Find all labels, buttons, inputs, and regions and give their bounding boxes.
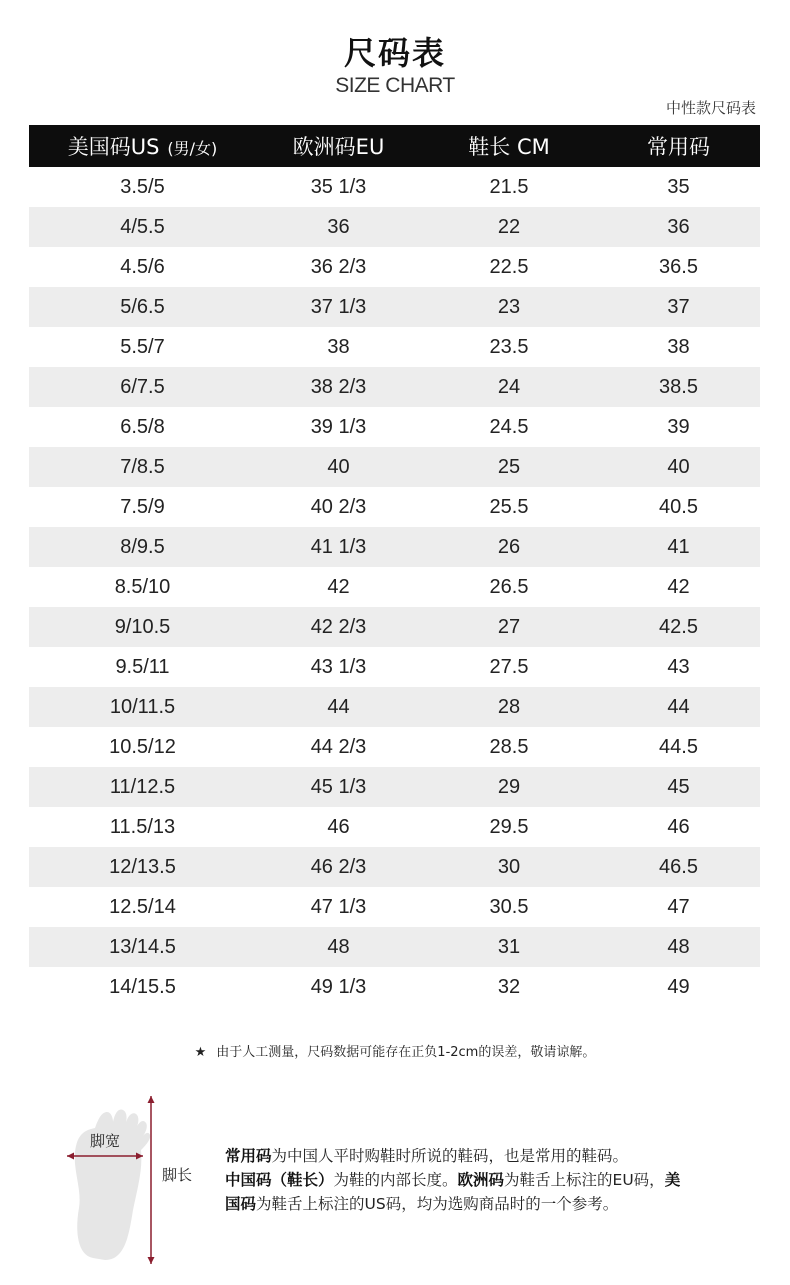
table-row [29, 247, 760, 287]
table-row [29, 647, 760, 687]
cell-common: 40.5 [659, 495, 698, 518]
cell-common: 49 [667, 975, 690, 998]
cell-us: 14/15.5 [109, 975, 176, 998]
cell-eu: 39 1/3 [310, 415, 367, 438]
cell-cm: 32 [497, 975, 521, 998]
cell-cm: 31 [421, 927, 597, 967]
cell-eu: 44 [256, 687, 421, 727]
cell-us: 7.5/9 [120, 495, 165, 518]
page-subtitle: SIZE CHART [335, 74, 455, 97]
cell-eu: 36 [256, 207, 421, 247]
cell-us: 11.5/13 [109, 815, 176, 838]
desc-us-term: 美国码 [225, 1171, 681, 1213]
cell-cm: 26 [421, 527, 597, 567]
cell-common: 36 [597, 207, 760, 247]
cell-cm: 23 [421, 287, 597, 327]
desc-common-term: 常用码 [225, 1147, 272, 1165]
length-arrow-bottom-head [148, 1257, 155, 1264]
cell-us: 11/12.5 [29, 767, 256, 807]
table-row [29, 327, 760, 367]
cell-us: 12/13.5 [29, 847, 256, 887]
table-row [29, 207, 760, 247]
cell-common: 38.5 [597, 367, 760, 407]
desc-eu-text: 为鞋舌上标注的EU码， [504, 1171, 665, 1189]
table-row [29, 967, 760, 1007]
table-row [29, 287, 760, 327]
header-eu: 欧洲码EU [256, 125, 421, 167]
disclaimer-text: 由于人工测量，尺码数据可能存在正负1-2cm的误差，敬请谅解。 [216, 1045, 596, 1060]
size-table [29, 125, 760, 1007]
cell-us: 5.5/7 [120, 335, 165, 358]
cell-common: 38 [667, 335, 690, 358]
cell-cm: 25.5 [489, 495, 529, 518]
cell-cm: 25 [421, 447, 597, 487]
foot-length-label: 脚长 [162, 1166, 193, 1184]
table-row [29, 607, 760, 647]
desc-us-text: 为鞋舌上标注的US码，均为选购商品时的一个参考。 [256, 1195, 619, 1213]
cell-eu: 38 2/3 [256, 367, 421, 407]
cell-us: 9/10.5 [29, 607, 256, 647]
disclaimer [0, 1041, 790, 1060]
cell-eu: 38 [327, 335, 350, 358]
cell-common: 36.5 [659, 255, 698, 278]
cell-cm: 21.5 [489, 175, 529, 198]
header-us [29, 125, 256, 167]
table-row [29, 567, 760, 607]
cell-eu: 36 2/3 [310, 255, 367, 278]
cell-eu: 48 [256, 927, 421, 967]
cell-common: 44 [597, 687, 760, 727]
cell-common: 42 [667, 575, 690, 598]
cell-us: 8/9.5 [29, 527, 256, 567]
cell-us: 3.5/5 [120, 175, 165, 198]
cell-common: 46 [667, 815, 690, 838]
table-row [29, 367, 760, 407]
desc-common-text: 为中国人平时购鞋时所说的鞋码，也是常用的鞋码。 [271, 1147, 629, 1165]
cell-common: 37 [597, 287, 760, 327]
cell-cm: 24 [421, 367, 597, 407]
cell-eu: 44 2/3 [310, 735, 367, 758]
table-row [29, 887, 760, 927]
cell-eu: 37 1/3 [256, 287, 421, 327]
header-cm: 鞋长 CM [421, 125, 597, 167]
cell-us: 9.5/11 [115, 655, 170, 678]
table-row [29, 167, 760, 207]
table-row [29, 527, 760, 567]
cell-us: 13/14.5 [29, 927, 256, 967]
cell-cm: 22 [421, 207, 597, 247]
cell-eu: 43 1/3 [310, 655, 367, 678]
cell-us: 12.5/14 [109, 895, 176, 918]
cell-eu: 49 1/3 [310, 975, 367, 998]
header-us-label: 美国码US [67, 135, 160, 159]
cell-eu: 47 1/3 [310, 895, 367, 918]
table-row [29, 767, 760, 807]
cell-common: 47 [667, 895, 690, 918]
cell-cm: 22.5 [489, 255, 529, 278]
cell-us: 6/7.5 [29, 367, 256, 407]
table-row [29, 407, 760, 447]
cell-common: 45 [597, 767, 760, 807]
cell-cm: 29 [421, 767, 597, 807]
cell-common: 46.5 [597, 847, 760, 887]
length-arrow-top-head [148, 1096, 155, 1103]
cell-eu: 40 2/3 [310, 495, 367, 518]
cell-cm: 23.5 [489, 335, 529, 358]
cell-cm: 27 [421, 607, 597, 647]
table-header-row [29, 125, 760, 167]
cell-cm: 27.5 [489, 655, 529, 678]
table-row [29, 807, 760, 847]
desc-china-text: 为鞋的内部长度。 [333, 1171, 458, 1189]
foot-width-label: 脚宽 [90, 1132, 121, 1150]
page-title: 尺码表 [343, 34, 446, 72]
cell-us: 6.5/8 [120, 415, 165, 438]
table-row [29, 847, 760, 887]
desc-china-term: 中国码（鞋长） [225, 1171, 334, 1189]
cell-common: 44.5 [659, 735, 698, 758]
cell-cm: 28 [421, 687, 597, 727]
cell-eu: 46 [327, 815, 350, 838]
cell-common: 43 [667, 655, 690, 678]
cell-eu: 42 2/3 [256, 607, 421, 647]
cell-us: 4/5.5 [29, 207, 256, 247]
description [225, 1144, 695, 1216]
cell-eu: 35 1/3 [310, 175, 367, 198]
cell-eu: 41 1/3 [256, 527, 421, 567]
cell-eu: 40 [256, 447, 421, 487]
table-row [29, 727, 760, 767]
foot-measure-icon [55, 1090, 205, 1270]
cell-cm: 26.5 [489, 575, 529, 598]
cell-common: 40 [597, 447, 760, 487]
desc-eu-term: 欧洲码 [457, 1171, 505, 1189]
cell-cm: 29.5 [489, 815, 529, 838]
cell-us: 8.5/10 [114, 575, 171, 598]
cell-us: 7/8.5 [29, 447, 256, 487]
table-row [29, 487, 760, 527]
chart-note: 中性款尺码表 [665, 99, 756, 117]
table-row [29, 687, 760, 727]
cell-cm: 24.5 [489, 415, 529, 438]
cell-common: 35 [667, 175, 690, 198]
star-icon: ★ [194, 1045, 207, 1060]
cell-us: 10.5/12 [109, 735, 176, 758]
header-us-sub: (男/女) [167, 139, 218, 158]
cell-us: 5/6.5 [29, 287, 256, 327]
cell-common: 41 [597, 527, 760, 567]
table-row [29, 927, 760, 967]
cell-us: 10/11.5 [29, 687, 256, 727]
cell-eu: 45 1/3 [256, 767, 421, 807]
cell-eu: 42 [327, 575, 350, 598]
cell-eu: 46 2/3 [256, 847, 421, 887]
cell-common: 39 [667, 415, 690, 438]
header-common: 常用码 [597, 125, 760, 167]
cell-common: 42.5 [597, 607, 760, 647]
width-arrow-left-head [67, 1153, 74, 1160]
cell-us: 4.5/6 [120, 255, 165, 278]
table-row [29, 447, 760, 487]
cell-cm: 28.5 [489, 735, 529, 758]
cell-cm: 30.5 [489, 895, 529, 918]
cell-cm: 30 [421, 847, 597, 887]
cell-common: 48 [597, 927, 760, 967]
